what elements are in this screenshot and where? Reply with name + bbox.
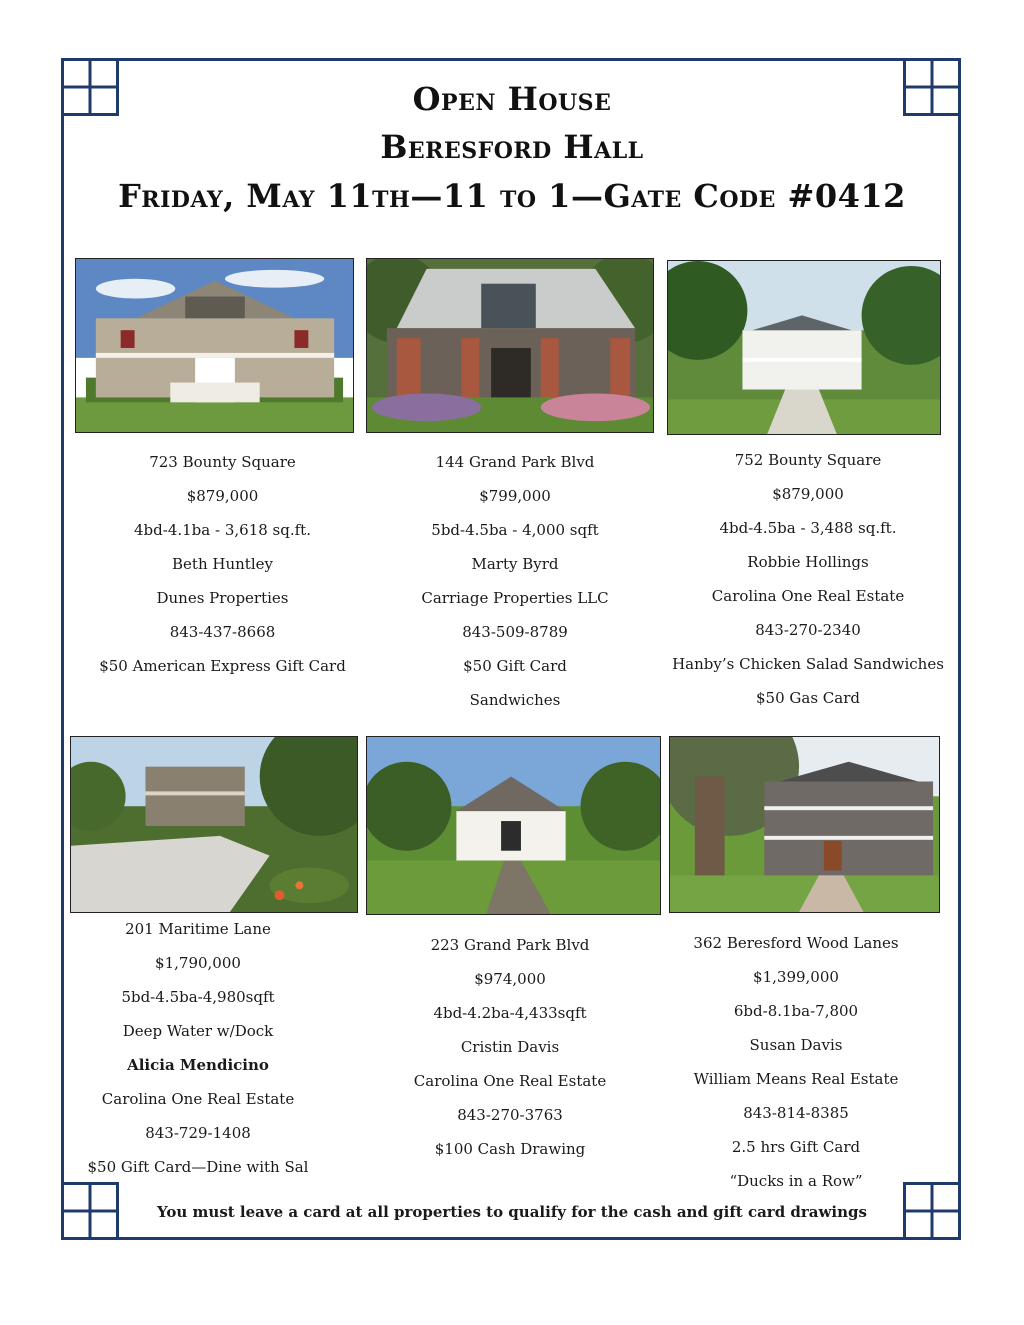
listing-info-201-maritime-lane — [72, 912, 324, 1184]
house-photo-723-bounty-square — [75, 258, 354, 433]
listing-agent: Beth Huntley — [172, 555, 273, 573]
listing-info-752-bounty-square — [662, 443, 954, 715]
listing-agent: Alicia Mendicino — [127, 1056, 269, 1074]
listing-agent: Marty Byrd — [471, 555, 559, 573]
listing-address: 723 Bounty Square — [149, 453, 296, 471]
title-open-house: Open House — [412, 80, 612, 118]
house-photo-752-bounty-square — [667, 260, 941, 435]
title-community: Beresford Hall — [380, 128, 644, 166]
listing-specs: 4bd-4.2ba-4,433sqft — [433, 1004, 587, 1022]
listing-price: $1,399,000 — [753, 968, 839, 986]
listing-agent: Robbie Hollings — [747, 553, 869, 571]
listing-company: Carolina One Real Estate — [413, 1072, 607, 1090]
listing-phone: 843-270-2340 — [755, 621, 861, 639]
listing-company: Carolina One Real Estate — [101, 1090, 295, 1108]
drawing-requirement-note: You must leave a card at all properties to qualify for the cash and gift card drawings — [157, 1203, 867, 1221]
listing-incentive: Hanby’s Chicken Salad Sandwiches — [672, 655, 944, 673]
listing-agent: Cristin Davis — [460, 1038, 560, 1056]
listing-address: 223 Grand Park Blvd — [430, 936, 590, 954]
listing-company: Carolina One Real Estate — [711, 587, 905, 605]
listing-info-223-grand-park-blvd — [385, 928, 635, 1166]
listing-info-144-grand-park-blvd — [375, 445, 655, 717]
house-photo-362-beresford-wood-lanes — [669, 736, 940, 913]
title-date-time-gate-code: Friday, May 11th—11 to 1—Gate Code #0412 — [118, 177, 906, 215]
house-photo-144-grand-park-blvd — [366, 258, 654, 433]
listing-incentive: $50 Gift Card—Dine with Sal — [87, 1158, 309, 1176]
listing-agent: Susan Davis — [749, 1036, 843, 1054]
listing-company: Carriage Properties LLC — [421, 589, 609, 607]
listing-phone: 843-270-3763 — [457, 1106, 563, 1124]
listing-address: 362 Beresford Wood Lanes — [693, 934, 899, 952]
listing-incentive: $50 Gift Card — [463, 657, 567, 675]
listing-specs: 6bd-8.1ba-7,800 — [733, 1002, 859, 1020]
listing-incentive: 2.5 hrs Gift Card — [731, 1138, 861, 1156]
listing-incentive: “Ducks in a Row” — [729, 1172, 863, 1190]
listing-incentive: $50 Gas Card — [756, 689, 860, 707]
listing-info-723-bounty-square — [95, 445, 350, 678]
listing-price: $879,000 — [186, 487, 259, 505]
listing-phone: 843-729-1408 — [145, 1124, 251, 1142]
listing-company: Dunes Properties — [156, 589, 289, 607]
listing-company: William Means Real Estate — [693, 1070, 899, 1088]
listing-specs: 4bd-4.1ba - 3,618 sq.ft. — [134, 521, 311, 539]
listing-phone: 843-509-8789 — [462, 623, 568, 641]
listing-info-362-beresford-wood-lanes — [680, 926, 912, 1198]
listing-specs: 5bd-4.5ba-4,980sqft — [121, 988, 275, 1006]
listing-address: 144 Grand Park Blvd — [435, 453, 595, 471]
listing-phone: 843-437-8668 — [169, 623, 276, 641]
listing-price: $879,000 — [772, 485, 844, 503]
listing-address: 752 Bounty Square — [734, 451, 882, 469]
listing-address: 201 Maritime Lane — [125, 920, 271, 938]
listing-incentive: $50 American Express Gift Card — [99, 657, 346, 675]
listing-incentive: Sandwiches — [469, 691, 561, 709]
listing-price: $974,000 — [474, 970, 546, 988]
house-photo-201-maritime-lane — [70, 736, 358, 913]
listing-specs: 5bd-4.5ba - 4,000 sqft — [431, 521, 599, 539]
listing-note: Deep Water w/Dock — [122, 1022, 274, 1040]
listing-specs: 4bd-4.5ba - 3,488 sq.ft. — [719, 519, 897, 537]
listing-incentive: $100 Cash Drawing — [434, 1140, 586, 1158]
house-photo-223-grand-park-blvd — [366, 736, 661, 915]
listing-price: $799,000 — [479, 487, 551, 505]
listing-phone: 843-814-8385 — [743, 1104, 849, 1122]
listing-price: $1,790,000 — [155, 954, 241, 972]
